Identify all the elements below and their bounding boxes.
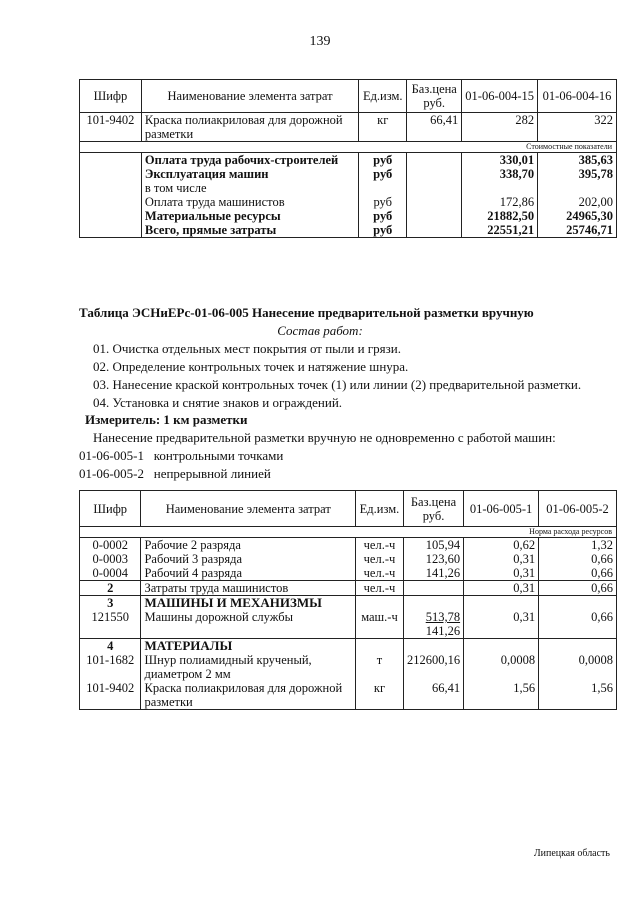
section-label-row bbox=[80, 527, 617, 538]
row-value-b: 0,66 bbox=[539, 581, 617, 596]
table-row bbox=[80, 566, 617, 581]
row-unit: кг bbox=[356, 681, 404, 710]
note-line: Нанесение предварительной разметки вручную не одновременно с работой машин: bbox=[93, 430, 556, 445]
row-name: Краска полиакриловая для дорожной разметки bbox=[141, 681, 356, 710]
group-row bbox=[80, 596, 617, 611]
work-item: 03. Нанесение краской контрольных точек (1) или линии (2) предварительной разметки. bbox=[93, 377, 582, 392]
row-value-b: 25746,71 bbox=[538, 223, 617, 238]
row-unit: руб bbox=[359, 167, 407, 181]
header-col-a: 01-06-004-15 bbox=[462, 80, 538, 113]
work-item: 04. Установка и снятие знаков и ограждений. bbox=[93, 395, 343, 410]
row-name: Машины дорожной службы bbox=[141, 610, 356, 639]
row-value-a: 1,56 bbox=[464, 681, 539, 710]
row-value-b: 0,66 bbox=[539, 552, 617, 566]
row-name: Оплата труда рабочих-строителей bbox=[141, 153, 358, 168]
header-name: Наименование элемента затрат bbox=[141, 80, 358, 113]
table-row bbox=[80, 653, 617, 681]
variant-label: контрольными точками bbox=[153, 448, 284, 463]
row-price: 212600,16 bbox=[403, 653, 463, 681]
row-price: 141,26 bbox=[403, 566, 463, 581]
table-row bbox=[80, 538, 617, 553]
row-price bbox=[407, 167, 462, 181]
variant-line bbox=[79, 448, 283, 464]
header-base-price: Баз.цена руб. bbox=[407, 80, 462, 113]
group-name: МАШИНЫ И МЕХАНИЗМЫ bbox=[141, 596, 356, 611]
row-value-b: 1,32 bbox=[539, 538, 617, 553]
row-price bbox=[407, 153, 462, 168]
work-item: 01. Очистка отдельных мест покрытия от пыли и грязи. bbox=[93, 341, 401, 356]
row-price: 105,94 bbox=[403, 538, 463, 553]
row-name: Эксплуатация машин bbox=[141, 167, 358, 181]
row-code bbox=[80, 167, 142, 181]
cost-row bbox=[80, 167, 617, 181]
row-value-a: 0,0008 bbox=[464, 653, 539, 681]
labor-rows bbox=[80, 538, 617, 581]
row-unit: т bbox=[356, 653, 404, 681]
row-unit: руб bbox=[359, 223, 407, 238]
header-name: Наименование элемента затрат bbox=[141, 491, 356, 527]
works-subtitle: Состав работ: bbox=[277, 323, 363, 338]
material-rows bbox=[80, 653, 617, 710]
table-title: Таблица ЭСНиЕРс-01-06-005 Нанесение предварительной разметки вручную bbox=[79, 305, 534, 320]
table-row bbox=[80, 681, 617, 710]
section-label: Стоимостные показатели bbox=[80, 142, 617, 153]
row-price bbox=[407, 209, 462, 223]
group-code: 3 bbox=[80, 596, 141, 611]
row-value-a: 172,86 bbox=[462, 195, 538, 209]
row-value-a: 22551,21 bbox=[462, 223, 538, 238]
resource-table-1 bbox=[79, 79, 617, 238]
row-price bbox=[403, 581, 463, 596]
table-header-row bbox=[80, 80, 617, 113]
price-line-1: 513,78 bbox=[425, 610, 461, 624]
row-code bbox=[80, 223, 142, 238]
header-col-b: 01-06-005-2 bbox=[539, 491, 617, 527]
row-price: 123,60 bbox=[403, 552, 463, 566]
table-header-row bbox=[80, 491, 617, 527]
row-code bbox=[80, 181, 142, 195]
header-unit: Ед.изм. bbox=[356, 491, 404, 527]
table-row bbox=[80, 113, 617, 142]
row-name: Краска полиакриловая для дорожной разметки bbox=[141, 113, 358, 142]
price-line-2: 141,26 bbox=[425, 624, 461, 638]
row-value-b: 395,78 bbox=[538, 167, 617, 181]
section-label: Норма расхода ресурсов bbox=[80, 527, 617, 538]
row-value-a: 330,01 bbox=[462, 153, 538, 168]
row-value-a: 282 bbox=[462, 113, 538, 142]
row-name: Шнур полиамидный крученый, диаметром 2 мм bbox=[141, 653, 356, 681]
row-code: 101-1682 bbox=[80, 653, 141, 681]
row-name: Всего, прямые затраты bbox=[141, 223, 358, 238]
row-name: Оплата труда машинистов bbox=[141, 195, 358, 209]
cost-row bbox=[80, 195, 617, 209]
row-code: 101-9402 bbox=[80, 681, 141, 710]
header-unit: Ед.изм. bbox=[359, 80, 407, 113]
row-price bbox=[407, 181, 462, 195]
row-unit: чел.-ч bbox=[356, 538, 404, 553]
variant-label: непрерывной линией bbox=[153, 466, 271, 481]
cost-row bbox=[80, 153, 617, 168]
table-row bbox=[80, 552, 617, 566]
row-value-a: 21882,50 bbox=[462, 209, 538, 223]
header-col-b: 01-06-004-16 bbox=[538, 80, 617, 113]
cost-row bbox=[80, 223, 617, 238]
row-value-b: 0,66 bbox=[539, 566, 617, 581]
row-name: Затраты труда машинистов bbox=[141, 581, 356, 596]
row-unit: маш.-ч bbox=[356, 610, 404, 639]
row-unit: чел.-ч bbox=[356, 552, 404, 566]
row-value-b: 322 bbox=[538, 113, 617, 142]
row-unit: кг bbox=[359, 113, 407, 142]
variant-code: 01-06-005-2 bbox=[79, 466, 144, 481]
group-row bbox=[80, 639, 617, 654]
table-row bbox=[80, 610, 617, 639]
row-price bbox=[407, 223, 462, 238]
work-item: 02. Определение контрольных точек и натяжение шнура. bbox=[93, 359, 409, 374]
row-name: Материальные ресурсы bbox=[141, 209, 358, 223]
header-col-a: 01-06-005-1 bbox=[464, 491, 539, 527]
row-unit: руб bbox=[359, 195, 407, 209]
row-value-a bbox=[462, 181, 538, 195]
row-value-a: 0,31 bbox=[464, 581, 539, 596]
row-value-b: 24965,30 bbox=[538, 209, 617, 223]
row-code: 121550 bbox=[80, 610, 141, 639]
row-code bbox=[80, 153, 142, 168]
row-price bbox=[407, 195, 462, 209]
row-name: Рабочий 3 разряда bbox=[141, 552, 356, 566]
cost-row bbox=[80, 209, 617, 223]
row-value-a: 0,31 bbox=[464, 566, 539, 581]
row-value-a: 338,70 bbox=[462, 167, 538, 181]
row-code: 0-0003 bbox=[80, 552, 141, 566]
row-code: 0-0002 bbox=[80, 538, 141, 553]
row-price: 66,41 bbox=[407, 113, 462, 142]
row-unit: руб bbox=[359, 153, 407, 168]
row-unit: чел.-ч bbox=[356, 566, 404, 581]
row-price bbox=[403, 610, 463, 639]
row-unit: чел.-ч bbox=[356, 581, 404, 596]
cost-row bbox=[80, 181, 617, 195]
page-number: 139 bbox=[309, 34, 331, 49]
group-code: 4 bbox=[80, 639, 141, 654]
row-value-b: 202,00 bbox=[538, 195, 617, 209]
row-code bbox=[80, 195, 142, 209]
row-value-b: 0,0008 bbox=[539, 653, 617, 681]
row-code bbox=[80, 209, 142, 223]
row-value-a: 0,31 bbox=[464, 610, 539, 639]
row-value-b bbox=[538, 181, 617, 195]
row-value-a: 0,31 bbox=[464, 552, 539, 566]
table-row bbox=[80, 581, 617, 596]
region-footer: Липецкая область bbox=[533, 848, 610, 859]
group-name: МАТЕРИАЛЫ bbox=[141, 639, 356, 654]
row-unit: руб bbox=[359, 209, 407, 223]
row-value-b: 0,66 bbox=[539, 610, 617, 639]
section-label-row bbox=[80, 142, 617, 153]
variant-code: 01-06-005-1 bbox=[79, 448, 144, 463]
row-code: 101-9402 bbox=[80, 113, 142, 142]
measure-line: Измеритель: 1 км разметки bbox=[85, 412, 248, 427]
header-code: Шифр bbox=[80, 491, 141, 527]
row-value-a: 0,62 bbox=[464, 538, 539, 553]
cost-rows bbox=[80, 153, 617, 238]
row-name: в том числе bbox=[141, 181, 358, 195]
row-name: Рабочий 4 разряда bbox=[141, 566, 356, 581]
row-code: 0-0004 bbox=[80, 566, 141, 581]
row-name: Рабочие 2 разряда bbox=[141, 538, 356, 553]
resource-table-2 bbox=[79, 490, 617, 710]
header-code: Шифр bbox=[80, 80, 142, 113]
row-value-b: 385,63 bbox=[538, 153, 617, 168]
row-unit bbox=[359, 181, 407, 195]
row-value-b: 1,56 bbox=[539, 681, 617, 710]
variant-line bbox=[79, 466, 271, 482]
row-price: 66,41 bbox=[403, 681, 463, 710]
header-base-price: Баз.цена руб. bbox=[403, 491, 463, 527]
row-code: 2 bbox=[80, 581, 141, 596]
